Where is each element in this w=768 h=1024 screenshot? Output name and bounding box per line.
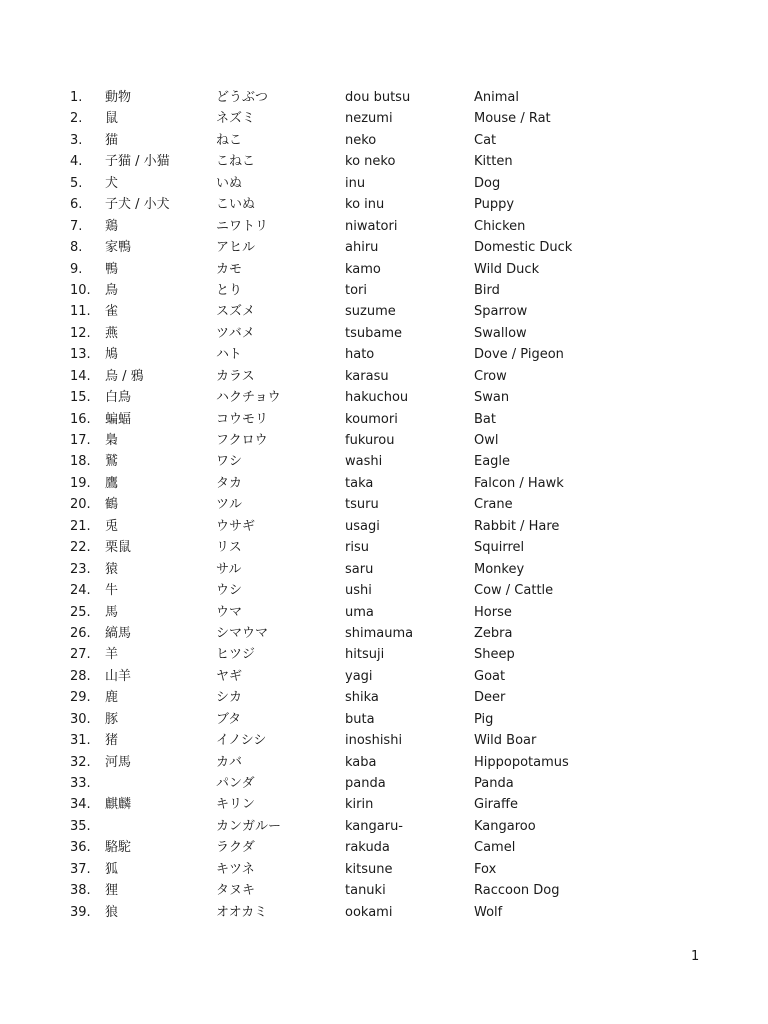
entry-number: 36. [70, 840, 91, 856]
entry-romaji: tsubame [345, 325, 402, 341]
entry-kanji: 鶏 [105, 218, 119, 234]
vocab-row [0, 323, 768, 344]
entry-kana: カモ [216, 261, 243, 277]
entry-kanji: 栗鼠 [105, 540, 132, 556]
vocab-row [0, 409, 768, 430]
entry-number: 14. [70, 368, 91, 384]
entry-kana: シマウマ [216, 625, 269, 641]
entry-kanji: 山羊 [105, 668, 132, 684]
entry-english: Crow [474, 368, 507, 384]
entry-number: 6. [70, 197, 83, 213]
entry-romaji: taka [345, 475, 374, 491]
entry-kana: ツバメ [216, 325, 255, 341]
page-number: 1 [691, 949, 700, 964]
entry-kana: ウサギ [216, 518, 256, 534]
vocab-row [0, 494, 768, 515]
entry-kana: スズメ [216, 304, 256, 320]
entry-number: 3. [70, 132, 83, 148]
entry-number: 20. [70, 497, 91, 513]
entry-number: 32. [70, 754, 91, 770]
entry-kanji: 牛 [105, 583, 119, 599]
entry-english: Puppy [474, 197, 515, 213]
entry-kana: カラス [216, 368, 255, 384]
entry-english: Giraffe [474, 797, 518, 813]
entry-kana: こいぬ [216, 197, 256, 213]
entry-kanji: 白鳥 [105, 390, 132, 406]
vocab-row [0, 537, 768, 558]
entry-romaji: tori [345, 282, 368, 298]
vocab-row [0, 216, 768, 237]
entry-kana: ヒツジ [216, 647, 256, 663]
entry-kana: ウシ [216, 583, 243, 599]
vocab-row [0, 816, 768, 837]
entry-english: Squirrel [474, 540, 525, 556]
entry-kanji: 家鴨 [105, 240, 132, 256]
vocab-row [0, 108, 768, 129]
entry-english: Kitten [474, 154, 513, 170]
vocab-row [0, 666, 768, 687]
entry-romaji: ushi [345, 583, 372, 599]
entry-english: Panda [474, 776, 514, 791]
vocab-row [0, 516, 768, 537]
entry-kanji: 狐 [105, 861, 119, 877]
entry-kanji: 鼠 [105, 111, 119, 127]
entry-romaji: kaba [345, 754, 377, 770]
vocab-row [0, 87, 768, 108]
entry-kana: ウマ [216, 604, 243, 620]
entry-romaji: yagi [345, 668, 373, 684]
entry-romaji: risu [345, 540, 369, 556]
vocab-row [0, 752, 768, 773]
entry-kanji: 犬 [105, 175, 119, 191]
entry-kanji: 狸 [105, 883, 119, 899]
entry-english: Swan [474, 390, 510, 406]
vocab-row [0, 344, 768, 365]
entry-english: Hippopotamus [474, 754, 569, 770]
vocab-row [0, 644, 768, 665]
entry-number: 30. [70, 711, 91, 727]
entry-kanji: 子猫 / 小猫 [105, 154, 170, 170]
entry-romaji: ko neko [345, 154, 396, 170]
entry-kana: パンダ [216, 776, 255, 791]
entry-kanji: 狼 [105, 904, 119, 920]
entry-kanji: 羊 [105, 647, 119, 663]
entry-romaji: dou butsu [345, 90, 411, 105]
entry-kanji: 鹿 [105, 690, 119, 706]
entry-kanji: 猿 [105, 561, 119, 577]
entry-english: Camel [474, 840, 516, 856]
vocab-row [0, 194, 768, 215]
entry-english: Eagle [474, 454, 511, 470]
entry-number: 11. [70, 304, 91, 320]
entry-kanji: 鴨 [105, 261, 119, 277]
entry-romaji: usagi [345, 518, 380, 534]
entry-number: 34. [70, 797, 91, 813]
entry-kana: フクロウ [216, 433, 268, 448]
vocab-row [0, 773, 768, 794]
entry-romaji: kirin [345, 797, 374, 813]
entry-romaji: suzume [345, 304, 396, 320]
vocab-row [0, 237, 768, 258]
entry-kanji: 河馬 [105, 754, 132, 770]
entry-number: 22. [70, 540, 91, 556]
vocab-row [0, 473, 768, 494]
entry-english: Raccoon Dog [474, 883, 560, 899]
entry-number: 1. [70, 90, 83, 105]
entry-english: Sheep [474, 647, 515, 663]
entry-kana: ワシ [216, 454, 243, 470]
entry-number: 19. [70, 475, 91, 491]
entry-romaji: inoshishi [345, 733, 403, 749]
entry-romaji: fukurou [345, 433, 395, 448]
entry-number: 16. [70, 411, 91, 427]
entry-kanji: 烏 / 鴉 [105, 368, 144, 384]
entry-number: 2. [70, 111, 83, 127]
entry-kanji: 馬 [105, 604, 119, 620]
entry-kana: ハクチョウ [216, 390, 281, 406]
entry-romaji: hakuchou [345, 390, 409, 406]
entry-kanji: 兎 [105, 518, 119, 534]
entry-english: Deer [474, 690, 506, 706]
vocab-row [0, 280, 768, 301]
entry-kana: カンガルー [216, 818, 282, 834]
entry-number: 17. [70, 433, 91, 448]
entry-english: Swallow [474, 325, 527, 341]
entry-romaji: niwatori [345, 218, 398, 234]
entry-number: 12. [70, 325, 91, 341]
entry-romaji: inu [345, 175, 366, 191]
vocab-row [0, 687, 768, 708]
entry-kana: とり [216, 282, 243, 298]
entry-english: Pig [474, 711, 494, 727]
entry-english: Sparrow [474, 304, 528, 320]
entry-number: 37. [70, 861, 91, 877]
vocab-row [0, 387, 768, 408]
vocab-row [0, 859, 768, 880]
entry-kana: ハト [216, 347, 242, 363]
entry-romaji: tsuru [345, 497, 379, 513]
entry-romaji: kangaru- [345, 818, 403, 834]
entry-kanji: 縞馬 [105, 625, 132, 641]
entry-english: Owl [474, 433, 499, 448]
entry-english: Bat [474, 411, 496, 427]
entry-romaji: ko inu [345, 197, 385, 213]
entry-english: Wild Boar [474, 733, 537, 749]
entry-kanji: 蝙蝠 [105, 411, 132, 427]
entry-number: 9. [70, 261, 83, 277]
entry-romaji: tanuki [345, 883, 386, 899]
vocab-row [0, 173, 768, 194]
entry-english: Kangaroo [474, 818, 536, 834]
entry-number: 21. [70, 518, 91, 534]
entry-number: 13. [70, 347, 91, 363]
entry-kana: リス [216, 540, 242, 556]
entry-english: Wild Duck [474, 261, 540, 277]
vocab-row [0, 880, 768, 901]
vocab-row [0, 430, 768, 451]
entry-number: 18. [70, 454, 91, 470]
entry-english: Domestic Duck [474, 240, 573, 256]
entry-kanji: 子犬 / 小犬 [105, 197, 170, 213]
vocab-row [0, 837, 768, 858]
entry-romaji: shika [345, 690, 379, 706]
entry-kana: カバ [216, 754, 243, 770]
entry-kanji: 鷲 [105, 454, 119, 470]
entry-romaji: ookami [345, 904, 393, 920]
entry-number: 15. [70, 390, 91, 406]
entry-number: 39. [70, 904, 91, 920]
entry-romaji: buta [345, 711, 375, 727]
entry-romaji: uma [345, 604, 374, 620]
entry-number: 7. [70, 218, 83, 234]
entry-kana: いぬ [216, 175, 243, 191]
entry-romaji: karasu [345, 368, 389, 384]
vocab-row [0, 301, 768, 322]
entry-number: 5. [70, 175, 83, 191]
entry-kanji: 梟 [105, 433, 119, 448]
entry-romaji: rakuda [345, 840, 390, 856]
entry-number: 33. [70, 776, 91, 791]
vocab-row [0, 709, 768, 730]
entry-english: Bird [474, 282, 500, 298]
vocab-row [0, 451, 768, 472]
vocab-row [0, 259, 768, 280]
entry-romaji: kamo [345, 261, 381, 277]
entry-kana: キツネ [216, 861, 255, 877]
entry-english: Cat [474, 132, 497, 148]
entry-number: 31. [70, 733, 91, 749]
entry-romaji: shimauma [345, 625, 414, 641]
vocab-row [0, 130, 768, 151]
entry-kanji: 鳩 [105, 347, 119, 363]
entry-romaji: panda [345, 776, 386, 791]
entry-english: Cow / Cattle [474, 583, 554, 599]
vocab-row [0, 623, 768, 644]
vocab-row [0, 602, 768, 623]
vocab-row [0, 902, 768, 923]
entry-english: Monkey [474, 561, 525, 577]
entry-romaji: kitsune [345, 861, 393, 877]
vocab-row [0, 151, 768, 172]
entry-kana: タカ [216, 475, 243, 491]
entry-kanji: 駱駝 [105, 840, 132, 856]
vocab-row [0, 559, 768, 580]
entry-kanji: 動物 [105, 90, 132, 105]
entry-kana: イノシシ [216, 733, 267, 749]
entry-number: 38. [70, 883, 91, 899]
entry-kana: オオカミ [216, 904, 268, 920]
entry-number: 27. [70, 647, 91, 663]
entry-number: 35. [70, 818, 91, 834]
entry-kana: シカ [216, 690, 243, 706]
entry-romaji: koumori [345, 411, 398, 427]
vocab-row [0, 366, 768, 387]
entry-english: Wolf [474, 904, 503, 920]
vocab-row [0, 730, 768, 751]
entry-number: 26. [70, 625, 91, 641]
entry-english: Fox [474, 861, 497, 877]
entry-kanji: 雀 [105, 304, 119, 320]
entry-kana: サル [216, 561, 242, 577]
entry-number: 24. [70, 583, 91, 599]
entry-english: Falcon / Hawk [474, 475, 564, 491]
entry-kana: キリン [216, 797, 256, 813]
entry-kanji: 麒麟 [105, 797, 132, 813]
entry-kana: ねこ [216, 132, 243, 148]
entry-english: Goat [474, 668, 506, 684]
entry-kanji: 鶴 [105, 497, 119, 513]
vocab-row [0, 794, 768, 815]
entry-english: Zebra [474, 625, 513, 641]
entry-kanji: 鷹 [105, 475, 119, 491]
entry-number: 29. [70, 690, 91, 706]
entry-kana: コウモリ [216, 411, 269, 427]
entry-english: Dove / Pigeon [474, 347, 564, 363]
entry-kanji: 鳥 [105, 282, 119, 298]
entry-english: Mouse / Rat [474, 111, 551, 127]
entry-romaji: neko [345, 132, 377, 148]
entry-kana: ヤギ [216, 668, 243, 684]
entry-number: 25. [70, 604, 91, 620]
entry-kana: ツル [216, 497, 243, 513]
entry-kana: こねこ [216, 154, 256, 170]
entry-kana: ネズミ [216, 111, 256, 127]
entry-number: 4. [70, 154, 83, 170]
entry-romaji: saru [345, 561, 374, 577]
entry-romaji: nezumi [345, 111, 393, 127]
entry-english: Animal [474, 90, 519, 105]
entry-kana: ラクダ [216, 840, 255, 856]
entry-kana: どうぶつ [216, 90, 269, 105]
entry-kana: ブタ [216, 711, 242, 727]
entry-kanji: 猫 [105, 132, 119, 148]
entry-kana: アヒル [216, 240, 256, 256]
entry-number: 28. [70, 668, 91, 684]
entry-romaji: hato [345, 347, 375, 363]
vocab-row [0, 580, 768, 601]
entry-english: Crane [474, 497, 513, 513]
entry-kanji: 猪 [105, 733, 119, 749]
entry-number: 10. [70, 282, 91, 298]
entry-english: Rabbit / Hare [474, 518, 560, 534]
entry-kanji: 燕 [105, 325, 119, 341]
entry-romaji: hitsuji [345, 647, 385, 663]
entry-english: Horse [474, 604, 512, 620]
entry-kana: ニワトリ [216, 218, 269, 234]
entry-english: Dog [474, 175, 501, 191]
entry-number: 23. [70, 561, 91, 577]
entry-kana: タヌキ [216, 883, 256, 899]
entry-romaji: ahiru [345, 240, 379, 256]
entry-number: 8. [70, 240, 83, 256]
entry-romaji: washi [345, 454, 383, 470]
vocabulary-list [0, 87, 768, 923]
entry-kanji: 豚 [105, 711, 119, 727]
entry-english: Chicken [474, 218, 526, 234]
